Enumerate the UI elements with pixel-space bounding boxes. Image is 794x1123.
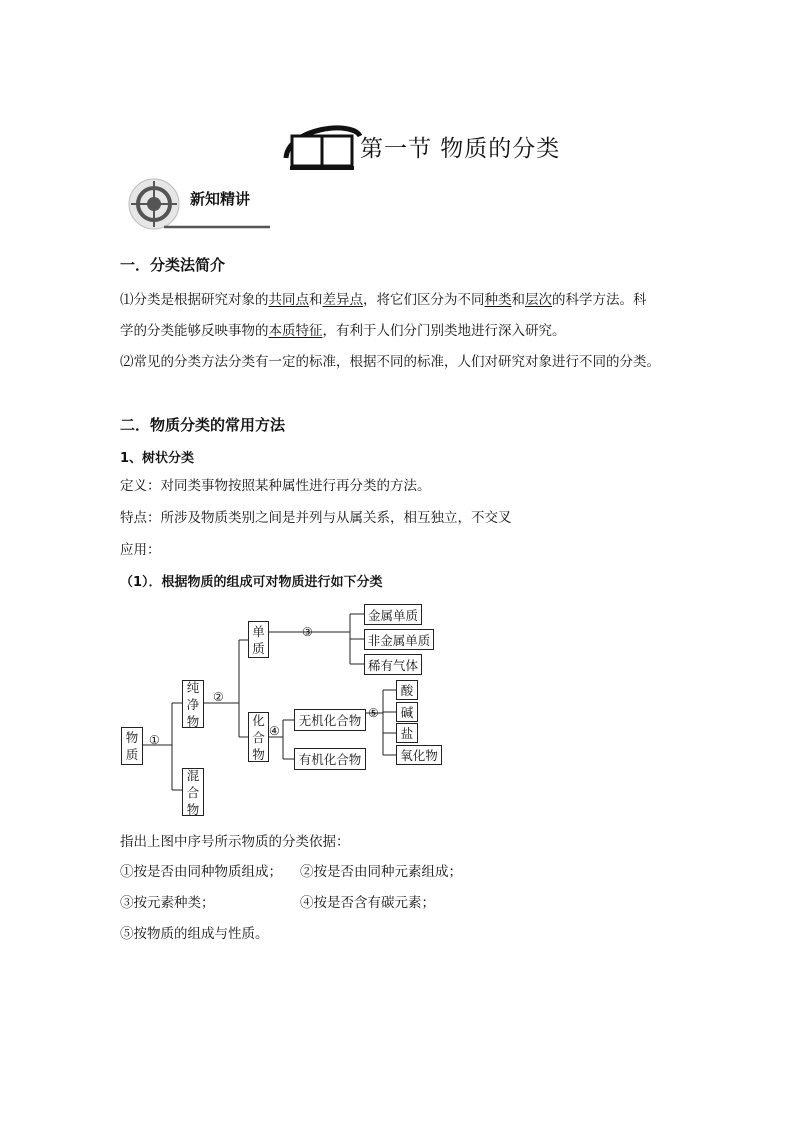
feature-text: 特点：所涉及物质类别之间是并列与从属关系，相互独立，不交叉 bbox=[120, 510, 512, 526]
circled-number-5: ⑤ bbox=[368, 706, 379, 720]
node-label: 酸 bbox=[400, 683, 414, 698]
circled-number-2: ② bbox=[213, 690, 224, 704]
node-xiyou bbox=[364, 654, 422, 675]
node-wuzhi bbox=[121, 727, 143, 765]
node-label: 氧化物 bbox=[400, 748, 438, 763]
node-label: 纯净物 bbox=[186, 679, 200, 729]
underlined-term: 差异点 bbox=[322, 292, 363, 308]
answer-4: ④按是否含有碳元素； bbox=[300, 895, 435, 911]
node-label: 无机化合物 bbox=[298, 713, 362, 728]
underlined-term: 种类 bbox=[484, 292, 512, 308]
node-label: 金属单质 bbox=[367, 607, 418, 623]
node-hunhewu bbox=[182, 768, 204, 816]
node-jian bbox=[396, 702, 418, 722]
node-jinshu bbox=[364, 604, 422, 625]
node-chunjingwu bbox=[182, 680, 204, 728]
answer-3: ③按元素种类； bbox=[120, 895, 215, 911]
text-segment: 的科学方法。科 bbox=[552, 292, 647, 308]
node-feijinshu bbox=[364, 629, 434, 650]
node-yan bbox=[396, 723, 418, 743]
node-label: 盐 bbox=[400, 726, 414, 741]
section1-paragraph2: ⑵常见的分类方法分类有一定的标准，根据不同的标准，人们对研究对象进行不同的分类。 bbox=[120, 354, 660, 370]
circled-number-4: ④ bbox=[269, 724, 280, 738]
node-huahewu bbox=[248, 712, 269, 762]
item1-heading: （1）．根据物质的组成可对物质进行如下分类 bbox=[120, 575, 383, 590]
answer-2: ②按是否由同种元素组成； bbox=[300, 864, 462, 880]
section-badge: 新知精讲 bbox=[190, 190, 251, 208]
node-label: 有机化合物 bbox=[298, 752, 362, 767]
text-segment: ，有利于人们分门别类地进行深入研究。 bbox=[322, 323, 566, 339]
section2-heading: 二．物质分类的常用方法 bbox=[120, 416, 286, 434]
application-text: 应用： bbox=[120, 542, 161, 558]
node-youji bbox=[294, 748, 366, 770]
node-label: 稀有气体 bbox=[367, 657, 418, 673]
answer-1: ①按是否由同种物质组成； bbox=[120, 864, 282, 880]
node-danzhi bbox=[248, 621, 269, 658]
node-yanghuawu bbox=[396, 745, 442, 765]
circled-number-3: ③ bbox=[302, 625, 313, 639]
text-segment: ⑴分类是根据研究对象的 bbox=[120, 292, 269, 308]
node-label: 混合物 bbox=[186, 767, 200, 817]
node-label: 非金属单质 bbox=[367, 632, 431, 648]
underlined-term: 本质特征 bbox=[268, 323, 323, 339]
text-segment: 和 bbox=[511, 292, 525, 308]
underlined-term: 共同点 bbox=[268, 292, 309, 308]
circled-number-1: ① bbox=[149, 733, 160, 747]
text-segment: 学的分类能够反映事物的 bbox=[120, 323, 269, 339]
page-title: 第一节 物质的分类 bbox=[360, 136, 561, 162]
node-wuji bbox=[294, 709, 366, 731]
definition-text: 定义：对同类事物按照某种属性进行再分类的方法。 bbox=[120, 478, 431, 494]
section1-heading: 一．分类法简介 bbox=[120, 256, 226, 274]
node-label: 化合物 bbox=[252, 712, 265, 762]
text-segment: ，将它们区分为不同 bbox=[363, 292, 485, 308]
answer-5: ⑤按物质的组成与性质。 bbox=[120, 926, 269, 942]
node-label: 碱 bbox=[400, 705, 414, 720]
underlined-term: 层次 bbox=[525, 292, 552, 308]
node-label: 单质 bbox=[252, 623, 265, 656]
answers-intro: 指出上图中序号所示物质的分类依据： bbox=[120, 834, 350, 850]
node-suan bbox=[396, 680, 418, 700]
node-label: 物质 bbox=[125, 730, 139, 762]
section2-subheading: 1、树状分类 bbox=[120, 451, 195, 466]
text-segment: 和 bbox=[309, 292, 323, 308]
